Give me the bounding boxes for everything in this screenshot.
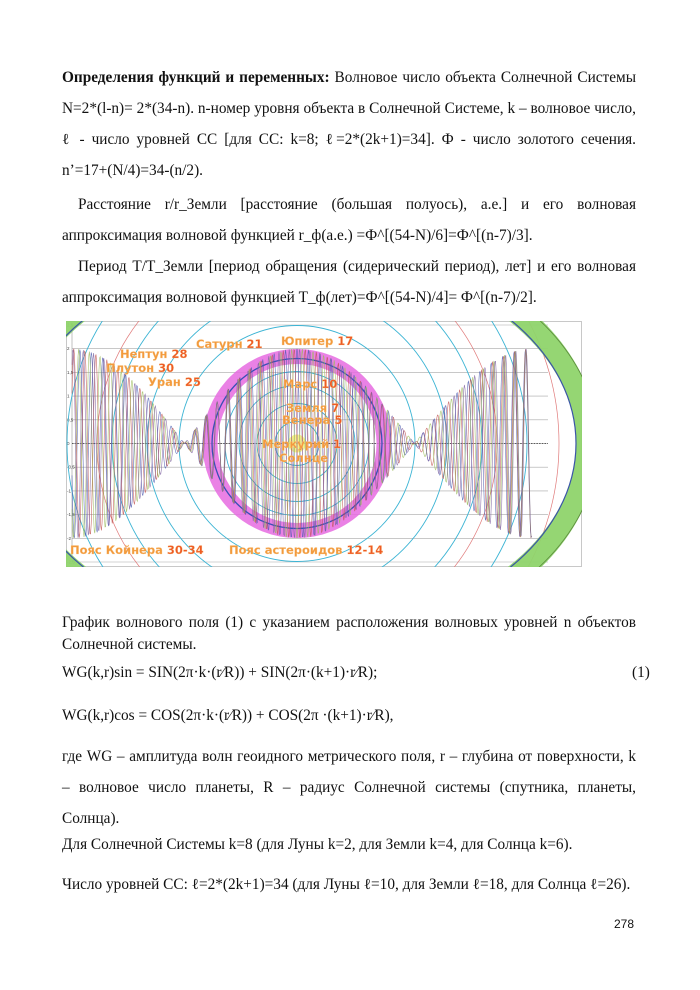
object-label-level: 30 [158,361,175,375]
object-label [106,361,174,375]
object-label [279,451,328,465]
object-label [283,377,337,391]
y-tick-label: -1 [67,488,72,494]
equation-cos: WG(k,r)cos = COS(2π·k·(r⁄R)) + COS(2π ·(k+1)·r⁄R), [62,707,394,724]
object-label-name: Меркурий [262,437,334,451]
wave-field-chart [66,321,582,567]
object-label-name: Пояс Койнера [70,543,167,557]
y-tick-label: 1,5 [67,369,74,375]
k-values-paragraph: Для Солнечной Системы k=8 (для Луны k=2, для Земли k=4, для Солнца k=6). [62,836,573,853]
distance-paragraph: Расстояние r/r_Земли [расстояние (большая полуось), а.е.] и его волновая аппроксимация волновой функцией r_ф(а.е.) =Ф^[(54-N)/6]=Ф^[(n-7)/3]. [62,196,636,244]
levels-paragraph: Число уровней СС: ℓ=2*(2k+1)=34 (для Луны ℓ=10, для Земли ℓ=18, для Солнца ℓ=26). [62,876,631,893]
period-paragraph: Период T/T_Земли [период обращения (сидерический период), лет] и его волновая аппроксимация волновой функцией T_ф(лет)=Ф^[(54-N)/4]= Ф^[(n-7)/2]. [62,258,636,306]
object-label-level: 25 [184,375,201,389]
y-tick-label: 0,5 [67,417,74,423]
object-label-level: 17 [337,334,354,348]
object-label [120,347,188,361]
object-label-level: 5 [334,413,343,427]
object-label-level: 28 [171,347,188,361]
object-label-name: Венера [282,413,335,427]
object-label-name: Сатурн [196,337,247,351]
definitions-body: Волновое число объекта Солнечной Системы N=2*(l-n)= 2*(34-n). n-номер уровня объекта в Солнечной Системе, k – волновое число, ℓ - число уровней СС [для СС: k=8; ℓ=2*(2k+1)=34]. Ф - число золотого сечения. n’=17+(N/4)=34-(n/2). [62,69,636,179]
object-label-level: 30-34 [166,543,204,557]
y-tick-label: 1 [67,393,70,399]
object-label-name: Солнце [279,451,329,465]
object-label [196,337,263,351]
definitions-heading: Определения функций и переменных: [62,69,330,86]
page-number: 278 [613,917,634,931]
object-label-level: 1 [333,437,342,451]
object-label [229,543,383,557]
object-label-level: 21 [246,337,263,351]
object-label [148,375,201,389]
equation-sin [62,664,650,682]
object-label-name: Нептун [120,347,172,361]
object-label [282,413,342,427]
y-tick-label: -2,5 [67,559,75,565]
object-label-name: Юпитер [281,334,338,348]
object-label-name: Уран [148,375,185,389]
y-tick-label: -2 [67,535,72,541]
equation-number: (1) [632,664,650,681]
object-label-name: Земля [286,401,332,415]
object-label [70,543,204,557]
object-label [262,437,341,451]
equation-sin-text: WG(k,r)sin = SIN(2π·k·(r⁄R)) + SIN(2π·(k+1)·r⁄R); [62,664,378,681]
object-label-name: Марс [283,377,322,391]
object-label-level: 7 [331,401,340,415]
y-tick-label: 2 [67,346,70,352]
object-label [281,334,353,348]
object-label-name: Плутон [106,361,159,375]
object-label-name: Пояс астероидов [229,543,347,557]
y-tick-label: 0 [67,441,70,446]
y-tick-label: -1,5 [67,512,75,518]
object-label-level: 10 [321,377,338,391]
definitions-paragraph [62,62,636,186]
where-paragraph: где WG – амплитуда волн геоидного метрического поля, r – глубина от поверхности, k – волновое число планеты, R – радиус Солнечной системы (спутника, планеты, Солнца). [62,748,636,827]
object-label-level: 12-14 [346,543,384,557]
y-tick-label: 2,5 [67,322,74,328]
chart-caption: График волнового поля (1) с указанием расположения волновых уровней n объектов Солнечной системы. [62,614,636,653]
y-tick-label: -0,5 [67,464,75,470]
